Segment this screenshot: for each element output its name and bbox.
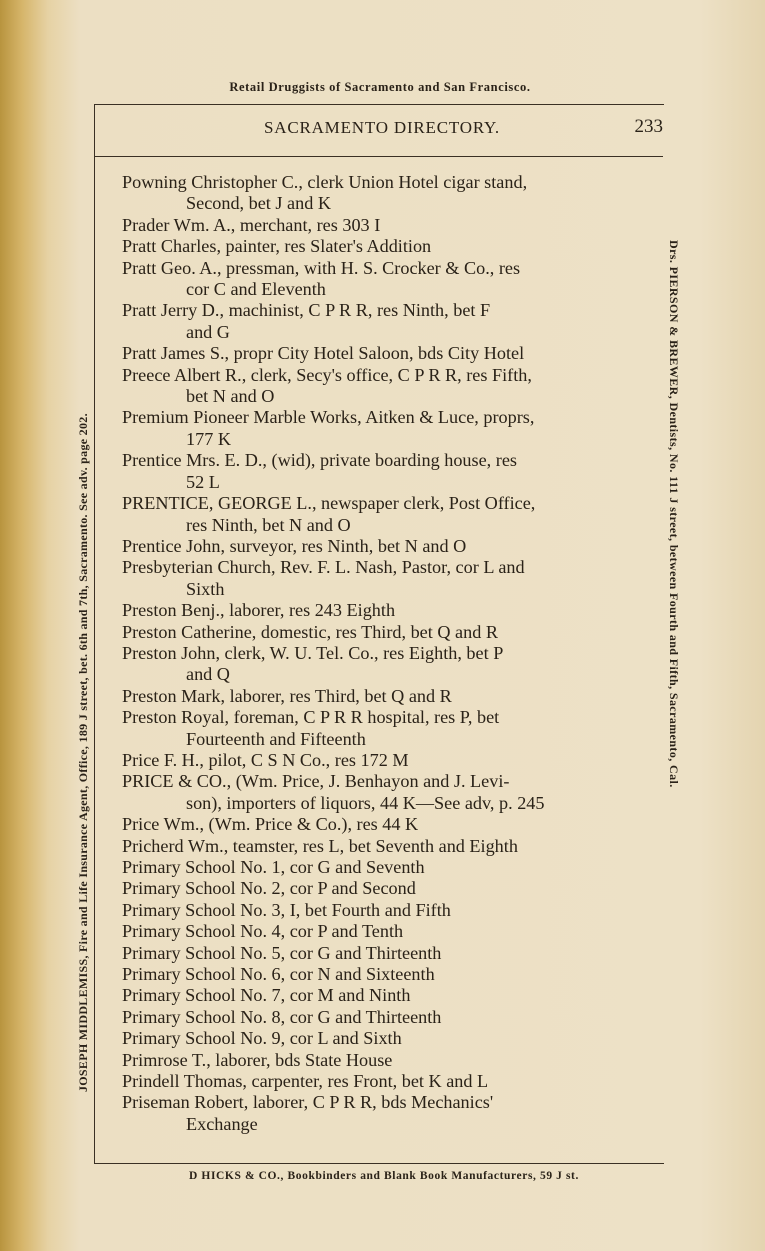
- entry-continuation: Exchange: [186, 1113, 258, 1134]
- directory-entry: [122, 622, 644, 643]
- entry-line: Price Wm., (Wm. Price & Co.), res 44 K: [122, 814, 419, 835]
- entry-line: PRENTICE, GEORGE L., newspaper clerk, Post Office,: [122, 493, 536, 514]
- entry-line: Prentice Mrs. E. D., (wid), private boarding house, res: [122, 450, 517, 471]
- entry-line: Pratt Geo. A., pressman, with H. S. Crocker & Co., res: [122, 257, 521, 278]
- directory-entry: [122, 1007, 644, 1028]
- entry-continuation: 177 K: [186, 428, 231, 449]
- entry-continuation: res Ninth, bet N and O: [186, 514, 351, 535]
- directory-entry: [122, 343, 644, 364]
- entry-continuation: cor C and Eleventh: [186, 279, 326, 300]
- entry-line: Powning Christopher C., clerk Union Hotel cigar stand,: [122, 172, 528, 192]
- page-header: [94, 118, 663, 148]
- entry-line: Price F. H., pilot, C S N Co., res 172 M: [122, 749, 409, 770]
- directory-entry: [122, 900, 644, 921]
- directory-entry: [122, 600, 644, 621]
- left-margin-advert: JOSEPH MIDDLEMISS, Fire and Life Insurance Agent, Office, 189 J street, bet. 6th and 7th, Sacramento. See adv. page 202.: [76, 413, 90, 1092]
- directory-entry: [122, 236, 644, 257]
- entry-line: Preston Mark, laborer, res Third, bet Q and R: [122, 685, 452, 706]
- directory-entry: [122, 643, 644, 686]
- entry-continuation: 52 L: [186, 471, 220, 492]
- directory-entry: [122, 921, 644, 942]
- entry-line: Primary School No. 2, cor P and Second: [122, 878, 416, 899]
- directory-entry: [122, 686, 644, 707]
- directory-entry: [122, 450, 644, 493]
- directory-entry: [122, 814, 644, 835]
- entry-line: Primary School No. 5, cor G and Thirteenth: [122, 942, 442, 963]
- directory-entry: [122, 857, 644, 878]
- entry-line: Preston John, clerk, W. U. Tel. Co., res Eighth, bet P: [122, 642, 504, 663]
- directory-entry: [122, 557, 644, 600]
- entry-continuation: bet N and O: [186, 386, 275, 407]
- directory-entry: [122, 750, 644, 771]
- right-margin-advert: Drs. PIERSON & BREWER, Dentists, No. 111 J street, between Fourth and Fifth, Sacramento, Cal.: [667, 240, 681, 788]
- page-number: 233: [634, 116, 663, 137]
- directory-entry: [122, 300, 644, 343]
- entry-line: Premium Pioneer Marble Works, Aitken & Luce, proprs,: [122, 407, 535, 428]
- running-title: SACRAMENTO DIRECTORY.: [264, 118, 500, 137]
- directory-entry: [122, 964, 644, 985]
- entry-line: Prindell Thomas, carpenter, res Front, bet K and L: [122, 1071, 489, 1092]
- entry-continuation: Fourteenth and Fifteenth: [186, 728, 366, 749]
- directory-entries: [122, 172, 644, 1135]
- directory-entry: [122, 985, 644, 1006]
- directory-entry: [122, 493, 644, 536]
- directory-entry: [122, 258, 644, 301]
- entry-line: Primary School No. 8, cor G and Thirteenth: [122, 1006, 442, 1027]
- entry-line: Primary School No. 6, cor N and Sixteenth: [122, 964, 435, 985]
- entry-line: Primary School No. 9, cor L and Sixth: [122, 1028, 402, 1049]
- entry-line: Primary School No. 3, I, bet Fourth and Fifth: [122, 899, 451, 920]
- entry-line: PRICE & CO., (Wm. Price, J. Benhayon and J. Levi-: [122, 771, 510, 792]
- entry-line: Prader Wm. A., merchant, res 303 I: [122, 214, 381, 235]
- entry-line: Primrose T., laborer, bds State House: [122, 1049, 393, 1070]
- header-rule: [94, 156, 663, 157]
- entry-line: Primary School No. 7, cor M and Ninth: [122, 985, 411, 1006]
- entry-line: Pratt James S., propr City Hotel Saloon, bds City Hotel: [122, 343, 525, 364]
- entry-line: Priseman Robert, laborer, C P R R, bds Mechanics': [122, 1092, 494, 1113]
- entry-line: Preston Benj., laborer, res 243 Eighth: [122, 600, 396, 621]
- entry-continuation: son), importers of liquors, 44 K—See adv, p. 245: [186, 792, 545, 813]
- directory-entry: [122, 943, 644, 964]
- directory-entry: [122, 536, 644, 557]
- entry-line: Preece Albert R., clerk, Secy's office, C P R R, res Fifth,: [122, 364, 532, 385]
- entry-line: Primary School No. 1, cor G and Seventh: [122, 857, 425, 877]
- entry-line: Presbyterian Church, Rev. F. L. Nash, Pastor, cor L and: [122, 557, 525, 578]
- directory-entry: [122, 771, 644, 814]
- entry-line: Pratt Charles, painter, res Slater's Addition: [122, 236, 432, 257]
- entry-line: Pricherd Wm., teamster, res L, bet Seventh and Eighth: [122, 835, 518, 856]
- entry-line: Prentice John, surveyor, res Ninth, bet N and O: [122, 535, 467, 556]
- directory-entry: [122, 215, 644, 236]
- top-advert-banner: Retail Druggists of Sacramento and San Francisco.: [229, 80, 531, 94]
- entry-line: Preston Royal, foreman, C P R R hospital, res P, bet: [122, 707, 500, 728]
- directory-entry: [122, 365, 644, 408]
- directory-entry: [122, 707, 644, 750]
- directory-entry: [122, 172, 644, 215]
- entry-continuation: Second, bet J and K: [186, 193, 331, 214]
- entry-continuation: and G: [186, 321, 230, 342]
- entry-continuation: Sixth: [186, 578, 225, 599]
- directory-entry: [122, 1071, 644, 1092]
- directory-entry: [122, 407, 644, 450]
- entry-line: Preston Catherine, domestic, res Third, bet Q and R: [122, 621, 498, 642]
- directory-entry: [122, 1092, 644, 1135]
- entry-continuation: and Q: [186, 664, 230, 685]
- bottom-advert-banner: D HICKS & CO., Bookbinders and Blank Book Manufacturers, 59 J st.: [189, 1170, 579, 1182]
- directory-entry: [122, 878, 644, 899]
- directory-entry: [122, 1050, 644, 1071]
- entry-line: Pratt Jerry D., machinist, C P R R, res Ninth, bet F: [122, 300, 491, 321]
- directory-entry: [122, 836, 644, 857]
- entry-line: Primary School No. 4, cor P and Tenth: [122, 921, 404, 942]
- directory-entry: [122, 1028, 644, 1049]
